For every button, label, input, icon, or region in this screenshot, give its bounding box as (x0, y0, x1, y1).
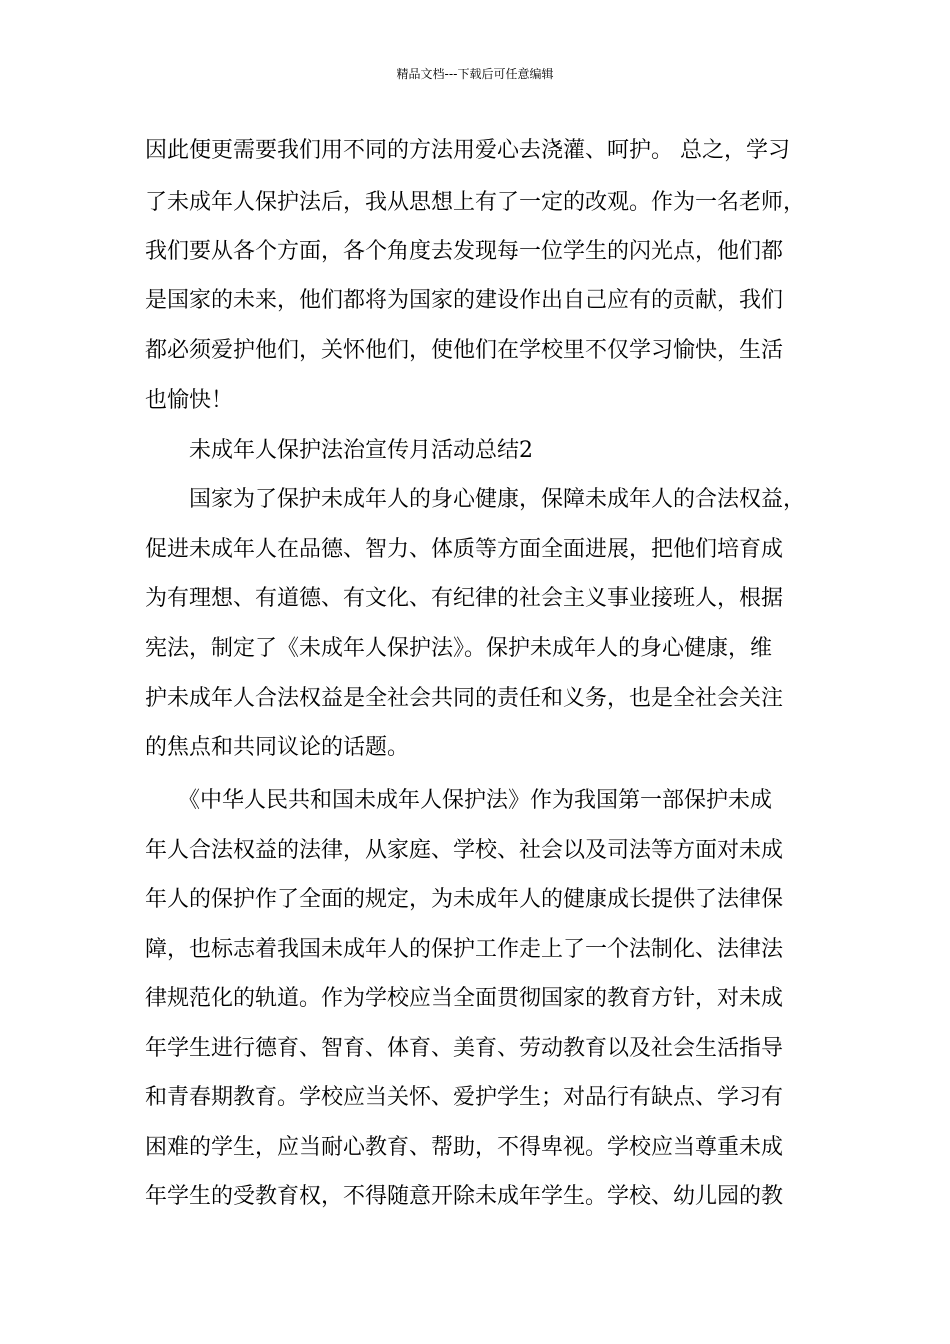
text-line: 是国家的未来，他们都将为国家的建设作出自己应有的贡献，我们 (145, 288, 784, 313)
section-title: 未成年人保护法治宣传月活动总结2 (145, 438, 533, 463)
text-line: 和青春期教育。学校应当关怀、爱护学生；对品行有缺点、学习有 (145, 1085, 784, 1110)
text-line: 的焦点和共同议论的话题。 (145, 735, 410, 760)
text-line: 了未成年人保护法后，我从思想上有了一定的改观。作为一名老师， (145, 190, 806, 215)
text-line: 我们要从各个方面，各个角度去发现每一位学生的闪光点，他们都 (145, 239, 784, 264)
text-line: 宪法，制定了《未成年人保护法》。保护未成年人的身心健康，维 (145, 636, 773, 661)
text-line: 为有理想、有道德、有文化、有纪律的社会主义事业接班人，根据 (145, 586, 784, 611)
text-line: 护未成年人合法权益是全社会共同的责任和义务，也是全社会关注 (145, 686, 784, 711)
text-line: 年人的保护作了全面的规定，为未成年人的健康成长提供了法律保 (145, 887, 784, 912)
text-line: 年学生进行德育、智育、体育、美育、劳动教育以及社会生活指导 (145, 1036, 784, 1061)
text-line: 国家为了保护未成年人的身心健康，保障未成年人的合法权益， (145, 487, 806, 512)
text-line: 年学生的受教育权，不得随意开除未成年学生。学校、幼儿园的教 (145, 1184, 784, 1209)
text-line: 因此便更需要我们用不同的方法用爱心去浇灌、呵护。 总之，学习 (145, 138, 790, 163)
text-line: 促进未成年人在品德、智力、体质等方面全面进展，把他们培育成 (145, 537, 784, 562)
text-line: 也愉快！ (145, 388, 234, 413)
text-line: 年人合法权益的法律，从家庭、学校、社会以及司法等方面对未成 (145, 838, 784, 863)
text-line: 困难的学生，应当耐心教育、帮助，不得卑视。学校应当尊重未成 (145, 1135, 784, 1160)
text-line: 障，也标志着我国未成年人的保护工作走上了一个法制化、法律法 (145, 937, 784, 962)
text-line: 都必须爱护他们，关怀他们，使他们在学校里不仅学习愉快，生活 (145, 338, 784, 363)
text-line: 律规范化的轨道。作为学校应当全面贯彻国家的教育方针，对未成 (145, 986, 784, 1011)
page-header: 精品文档---下载后可任意编辑 (396, 67, 554, 81)
text-line: 《中华人民共和国未成年人保护法》作为我国第一部保护未成 (145, 788, 773, 813)
